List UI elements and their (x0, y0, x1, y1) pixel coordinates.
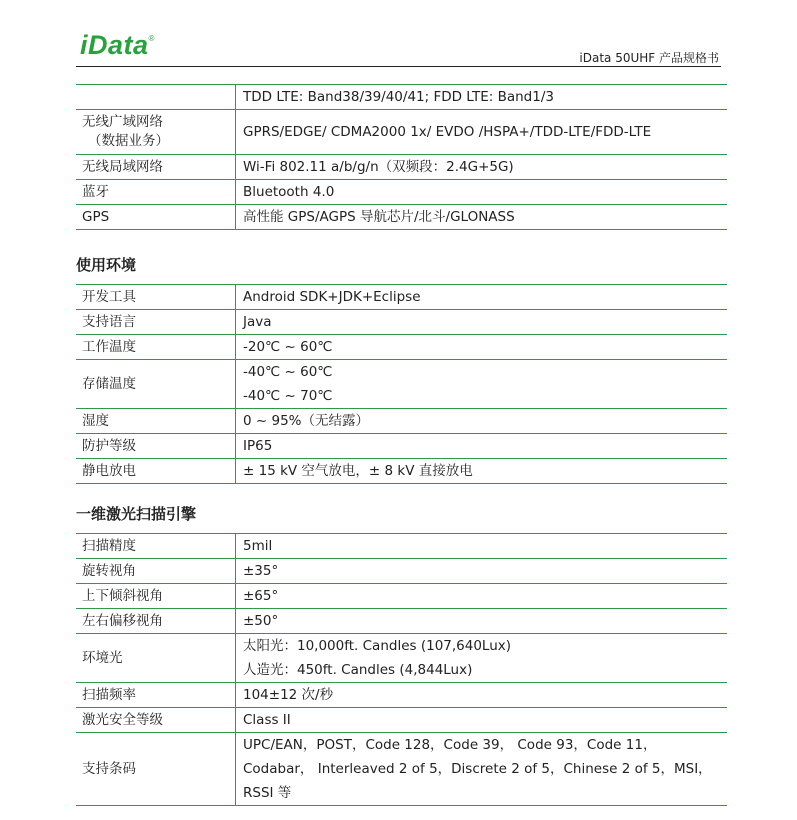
spec-value: Java (236, 310, 728, 335)
table-row (76, 434, 727, 459)
spec-value: Android SDK+JDK+Eclipse (236, 285, 728, 310)
spec-key: 工作温度 (76, 335, 236, 360)
table-row (76, 634, 727, 683)
spec-key: 激光安全等级 (76, 708, 236, 733)
spec-value: 104±12 次/秒 (236, 683, 728, 708)
table-row (76, 335, 727, 360)
table-row (76, 205, 727, 230)
spec-key: 湿度 (76, 409, 236, 434)
spec-value: 5mil (236, 534, 728, 559)
spec-value: Bluetooth 4.0 (236, 180, 728, 205)
table-row (76, 285, 727, 310)
spec-value: GPRS/EDGE/ CDMA2000 1x/ EVDO /HSPA+/TDD-LTE/FDD-LTE (236, 110, 728, 155)
spec-table-laser-engine (76, 533, 727, 806)
spec-value: 高性能 GPS/AGPS 导航芯片/北斗/GLONASS (236, 205, 728, 230)
table-row (76, 733, 727, 806)
table-row (76, 683, 727, 708)
header-rule (76, 66, 721, 67)
table-row (76, 310, 727, 335)
spec-key: 扫描精度 (76, 534, 236, 559)
spec-value: IP65 (236, 434, 728, 459)
spec-value: TDD LTE: Band38/39/40/41; FDD LTE: Band1/3 (236, 85, 728, 110)
spec-key: 左右偏移视角 (76, 609, 236, 634)
spec-value: Wi-Fi 802.11 a/b/g/n（双频段：2.4G+5G) (236, 155, 728, 180)
spec-key: 存储温度 (76, 360, 236, 409)
spec-key: 旋转视角 (76, 559, 236, 584)
spec-value: -40℃ ~ 60℃ -40℃ ~ 70℃ (236, 360, 728, 409)
spec-table-environment (76, 284, 727, 484)
spec-key: 防护等级 (76, 434, 236, 459)
spec-key: 无线局域网络 (76, 155, 236, 180)
table-row (76, 708, 727, 733)
spec-key: 上下倾斜视角 (76, 584, 236, 609)
spec-value: ±65° (236, 584, 728, 609)
spec-key: 蓝牙 (76, 180, 236, 205)
spec-value: ± 15 kV 空气放电，± 8 kV 直接放电 (236, 459, 728, 484)
spec-key: GPS (76, 205, 236, 230)
table-row (76, 180, 727, 205)
table-row (76, 609, 727, 634)
spec-key: 无线广域网络 （数据业务） (76, 110, 236, 155)
table-row (76, 559, 727, 584)
table-row (76, 459, 727, 484)
spec-key: 静电放电 (76, 459, 236, 484)
document-title: iData 50UHF 产品规格书 (579, 51, 719, 65)
table-row (76, 534, 727, 559)
spec-value: -20℃ ~ 60℃ (236, 335, 728, 360)
spec-value: UPC/EAN，POST，Code 128，Code 39， Code 93，Code 11， Codabar， Interleaved 2 of 5，Discrete 2 of 5，Chinese 2 of 5，MSI， RSSI 等 (236, 733, 728, 806)
spec-value: Class II (236, 708, 728, 733)
spec-key (76, 85, 236, 110)
table-row (76, 409, 727, 434)
spec-key: 扫描频率 (76, 683, 236, 708)
spec-key: 开发工具 (76, 285, 236, 310)
spec-key: 支持条码 (76, 733, 236, 806)
spec-value: ±50° (236, 609, 728, 634)
section-title-laser-engine: 一维激光扫描引擎 (76, 505, 197, 523)
spec-key: 环境光 (76, 634, 236, 683)
spec-key: 支持语言 (76, 310, 236, 335)
spec-value: ±35° (236, 559, 728, 584)
table-row (76, 155, 727, 180)
table-row (76, 584, 727, 609)
table-row (76, 85, 727, 110)
spec-value: 0 ~ 95%（无结露） (236, 409, 728, 434)
spec-table-network (76, 84, 727, 230)
idata-logo: iData® (80, 30, 155, 60)
table-row (76, 360, 727, 409)
table-row (76, 110, 727, 155)
section-title-environment: 使用环境 (76, 256, 137, 274)
spec-value: 太阳光：10,000ft. Candles (107,640Lux) 人造光：450ft. Candles (4,844Lux) (236, 634, 728, 683)
